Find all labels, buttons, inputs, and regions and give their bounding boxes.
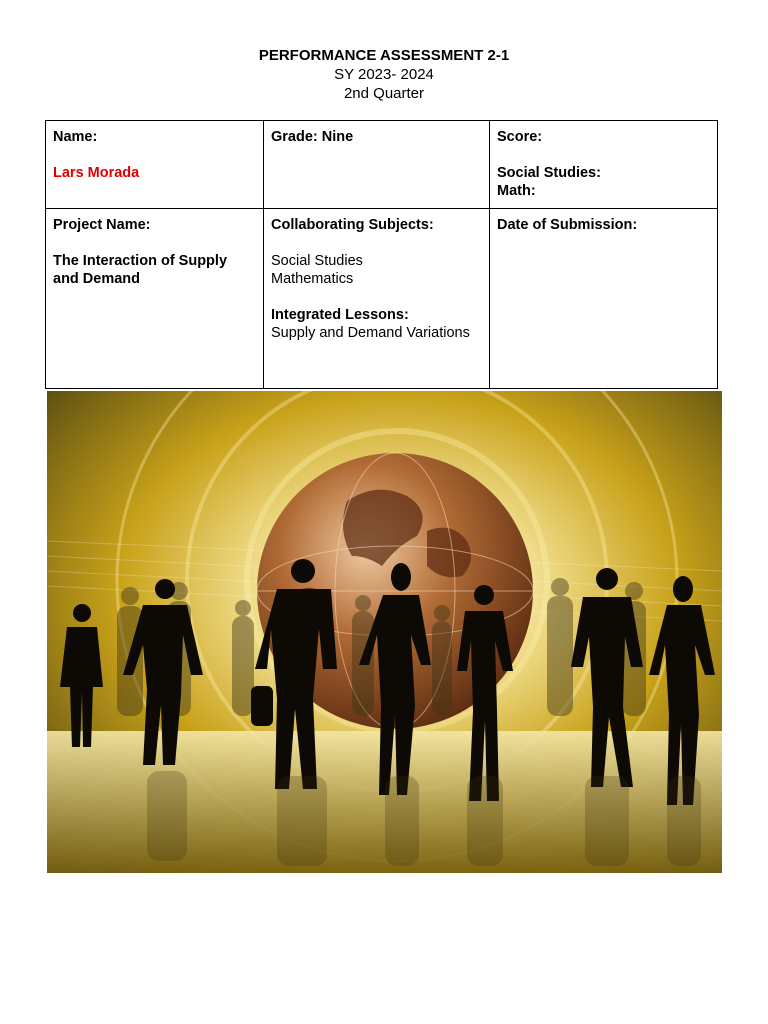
- globe-business-people-image: [47, 391, 722, 873]
- project-label: Project Name:: [53, 217, 151, 234]
- lessons-value: Supply and Demand Variations: [271, 325, 470, 342]
- date-label: Date of Submission:: [497, 217, 638, 234]
- project-name: The Interaction of Supply and Demand: [53, 253, 228, 288]
- grade-cell: [264, 121, 490, 209]
- score-social-studies: Social Studies:: [497, 165, 601, 181]
- quarter: 2nd Quarter: [343, 85, 425, 102]
- collab-subject: Mathematics: [271, 271, 354, 288]
- collab-subject: Social Studies: [271, 253, 363, 270]
- document-header: [0, 46, 768, 103]
- assessment-title: PERFORMANCE ASSESSMENT 2-1: [258, 47, 510, 64]
- collab-label: Collaborating Subjects:: [271, 217, 434, 234]
- project-cell: [46, 209, 264, 389]
- score-math: Math:: [497, 183, 536, 199]
- collab-cell: [264, 209, 490, 389]
- date-cell: [490, 209, 718, 389]
- grade-label: Grade: Nine: [271, 129, 354, 145]
- score-label: Score:: [497, 129, 543, 145]
- name-label: Name:: [53, 129, 98, 145]
- lessons-label: Integrated Lessons:: [271, 307, 409, 324]
- student-name: Lars Morada: [53, 165, 140, 181]
- school-year: SY 2023- 2024: [334, 66, 434, 83]
- info-table: [45, 120, 718, 389]
- name-cell: [46, 121, 264, 209]
- score-cell: [490, 121, 718, 209]
